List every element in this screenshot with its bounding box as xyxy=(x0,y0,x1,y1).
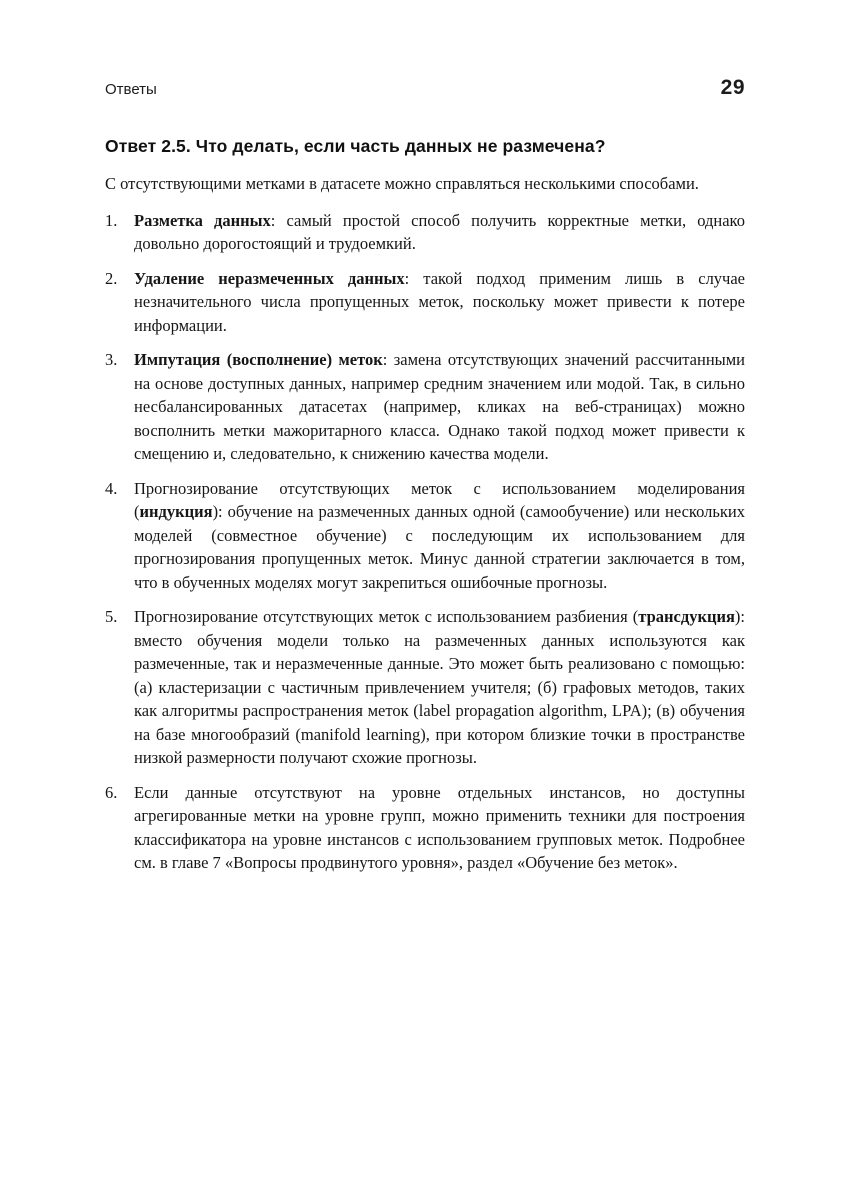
list-item-body: Прогнозирование отсутствующих меток с использованием моделирования ( xyxy=(134,478,745,521)
list-item-number: 2. xyxy=(105,268,118,288)
list-item xyxy=(105,267,745,338)
list-item-term: Удаление неразмеченных данных xyxy=(134,268,405,288)
list-item-text xyxy=(134,350,745,463)
list-item-term: Разметка данных xyxy=(134,210,271,230)
list-item-number: 6. xyxy=(105,782,118,802)
list-item-text xyxy=(134,479,745,592)
list-item-body: : самый простой способ получить корректные метки, однако довольно дорогостоящий и трудоемкий. xyxy=(134,210,745,253)
list-item xyxy=(105,781,745,875)
list-item-number: 1. xyxy=(105,210,118,230)
answer-list xyxy=(105,209,745,875)
list-item xyxy=(105,477,745,595)
list-item-body: Если данные отсутствуют на уровне отдельных инстансов, но доступны агрегированные метки на уровне групп, можно применить техники для построения классификатора на уровне инстансов с использованием групповых меток. Подробнее см. в главе 7 «Вопросы продвинутого уровня», раздел «Обучение без меток». xyxy=(134,782,745,872)
list-item-term: Импутация (восполнение) меток xyxy=(134,350,383,369)
list-item-text xyxy=(134,269,745,335)
running-header xyxy=(105,76,745,100)
list-item-term: трансдукция xyxy=(638,607,735,626)
list-item-term: индукция xyxy=(139,502,213,521)
list-item-text xyxy=(134,607,745,767)
list-item-number: 3. xyxy=(105,350,118,369)
list-item xyxy=(105,605,745,770)
list-item-text xyxy=(134,211,745,254)
list-item-text xyxy=(134,783,745,873)
list-item xyxy=(105,209,745,256)
list-item-number: 4. xyxy=(105,478,118,498)
list-item-number: 5. xyxy=(105,607,118,626)
running-title: Ответы xyxy=(105,81,157,98)
page-number: 29 xyxy=(720,76,745,99)
list-item-body: ): обучение на размеченных данных одной (самообучение) или нескольких моделей (совместное обучение) с последующим их использованием для прогнозирования пропущенных меток. Минус данной стратегии заключается в том, что в обученных моделях могут закрепиться ошибочные прогнозы. xyxy=(134,502,745,592)
list-item-body: : замена отсутствующих значений рассчитанными на основе доступных данных, например средним значением или модой. Так, в сильно несбалансированных датасетах (например, кликах на веб-страницах) можно восполнить метки мажоритарного класса. Однако такой подход может привести к смещению и, следовательно, к снижению качества модели. xyxy=(134,350,746,463)
list-item-body: : такой подход применим лишь в случае незначительного числа пропущенных меток, поскольку может привести к потере информации. xyxy=(134,268,745,335)
intro-paragraph: С отсутствующими метками в датасете можно справляться несколькими способами. xyxy=(105,174,699,193)
list-item-body: ): вместо обучения модели только на размеченных данных используются как размеченные, так и неразмеченные данные. Это может быть реализовано с помощью: (а) кластеризации с частичным привлечением учителя; (б) графовых методов, таких как алгоритмы распространения меток (label propagation algorithm, LPA); (в) обучения на базе многообразий (manifold learning), при котором близкие точки в пространстве низкой размерности получают схожие прогнозы. xyxy=(134,607,745,767)
list-item xyxy=(105,348,745,466)
section-heading: Ответ 2.5. Что делать, если часть данных не размечена? xyxy=(105,136,606,156)
list-item-body: Прогнозирование отсутствующих меток с использованием разбиения ( xyxy=(134,607,639,626)
